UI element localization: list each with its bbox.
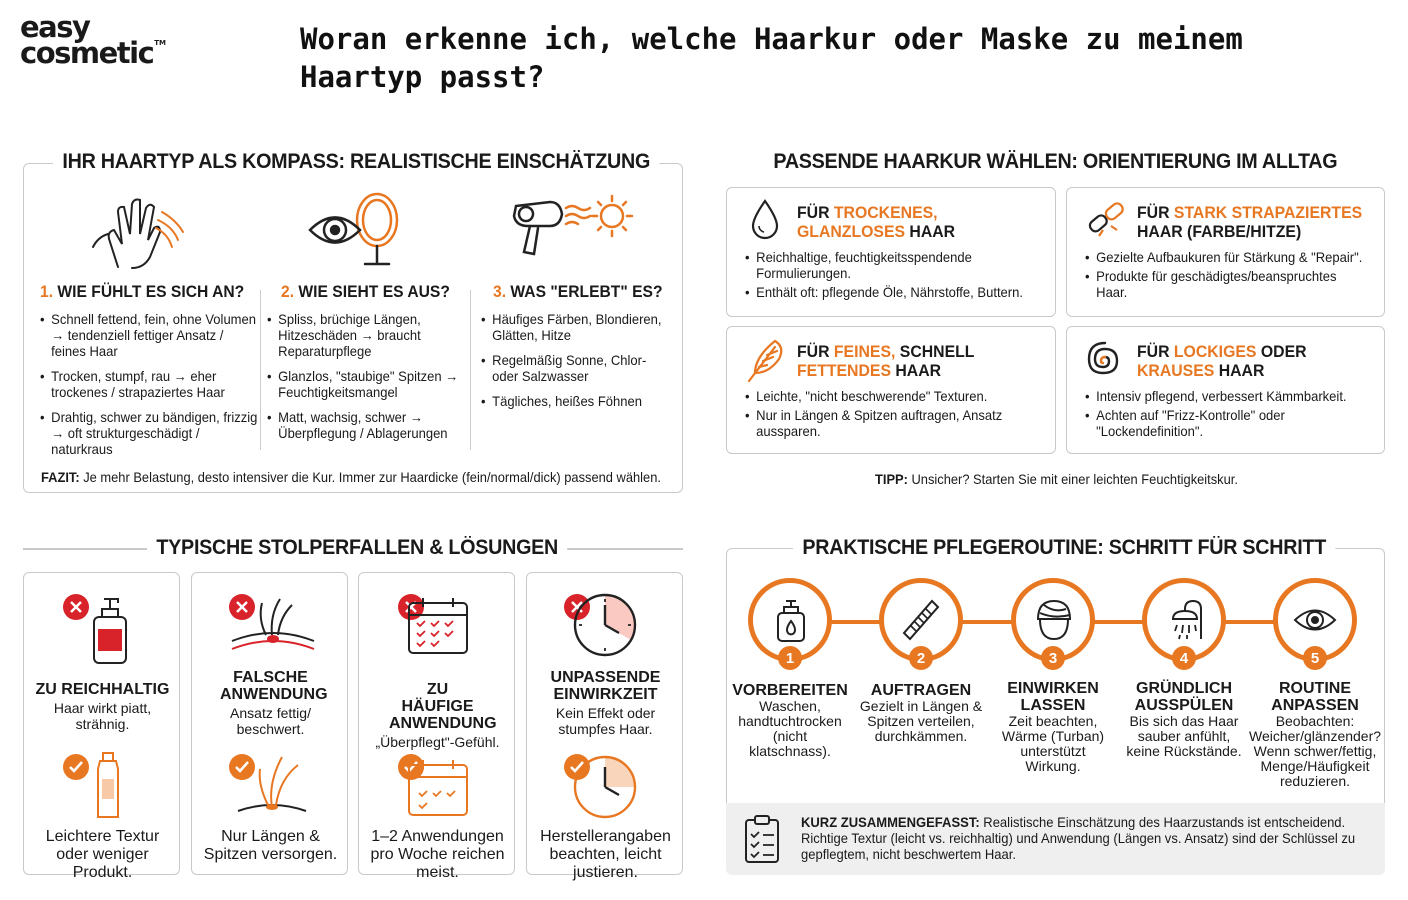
step-text: Waschen, handtuchtrocken (nicht klatschnass). [738,698,842,759]
question-bullets [40,311,262,457]
question-3 [481,282,671,418]
step-title: ROUTINE ANPASSEN [1271,680,1359,714]
card-curly-hair [1066,326,1385,454]
clock-icon [571,591,639,659]
pitfall-problem: Haar wirkt piatt, strähnig. [53,700,152,732]
bullet: • Reichhaltige, feuchtigkeitsspendende Formulierungen. [745,249,1034,281]
routine-step [1245,680,1385,789]
comb-icon [898,597,944,643]
bullet: • Glanzlos, "staubige" Spitzen → Feuchtigkeitsmangel [267,368,464,400]
bullet: • Drahtig, schwer zu bändigen, frizzig → oft strukturgeschädigt / naturkraus [40,409,261,457]
light-bottle-icon [92,749,124,821]
routine-step [720,682,860,759]
pitfall-problem: Kein Effekt oder stumpfes Haar. [555,705,656,737]
bullet: • Matt, wachsig, schwer → Überpflegung / Ablagerungen [267,409,464,441]
pitfall-title: UNPASSENDE EINWIRKZEIT [550,669,661,703]
step-title: EINWIRKEN LASSEN [1007,680,1099,714]
step-number: 5 [1303,646,1327,670]
droplet-icon [749,198,781,240]
card-bullets [745,249,1035,303]
bullet: • Intensiv pflegend, verbessert Kämmbarkeit. [1085,388,1369,404]
pitfall-title: ZU REICHHALTIG [35,681,170,698]
pitfall-problem: Ansatz fettig/ beschwert. [230,705,311,737]
hairdryer-sun-icon [508,192,638,262]
question-1 [40,282,262,466]
clipboard-icon [742,812,782,864]
bullet: • Spliss, brüchige Längen, Hitzeschäden → braucht Reparaturpflege [267,311,464,359]
question-bullets [267,311,465,441]
card-dry-hair [726,187,1056,317]
broken-chain-icon [1085,200,1125,238]
summary-text: KURZ ZUSAMMENGEFASST: Realistische Einschätzung des Haarzustands ist entscheidend. Richtige Textur (leicht vs. reichhaltig) und Anwendung (Längen vs. Ansatz) sind der Schlüssel zu gepflegtem, nicht beschwertem Haar. [801,814,1356,862]
routine-step [851,682,991,744]
bullet: • Gezielte Aufbaukuren für Stärkung & "Repair". [1085,249,1369,265]
bullet: • Achten auf "Frizz-Kontrolle" oder "Lockendefinition". [1085,407,1369,439]
shower-icon [1161,597,1207,643]
bullet: • Schnell fettend, fein, ohne Volumen → tendenziell fettiger Ansatz / feines Haar [40,311,261,359]
question-title: 2. WIE SIEHT ES AUS? [281,282,450,301]
fazit-note: FAZIT: Je mehr Belastung, desto intensiver die Kur. Immer zur Haardicke (fein/normal/dick) passend wählen. [41,469,661,485]
pitfall-solution: Herstellerangaben beachten, leicht justieren. [540,828,671,881]
step-title: GRÜNDLICH AUSSPÜLEN [1134,680,1234,714]
pitfall-solution: 1–2 Anwendungen pro Woche reichen meist. [370,828,505,881]
question-title: 1. WIE FÜHLT ES SICH AN? [40,282,245,301]
page-title: Woran erkenne ich, welche Haarkur oder Maske zu meinem Haartyp passt? [300,22,1243,94]
card-damaged-hair [1066,187,1385,317]
step-text: Beobachten: Weicher/glänzender? Wenn schwer/fettig, Menge/Häufigkeit reduzieren. [1249,713,1382,789]
bullet: • Tägliches, heißes Föhnen [481,393,670,409]
pitfall-card [23,572,180,881]
card-title: FÜR TROCKENES, GLANZLOSES HAAR [797,203,956,241]
step-title: AUFTRAGEN [870,682,972,699]
feather-icon [745,337,785,383]
question-bullets [481,311,671,409]
question-2 [267,282,465,450]
step-text: Gezielt in Längen & Spitzen verteilen, durchkämmen. [859,698,983,744]
bullet: • Enthält oft: pflegende Öle, Nährstoffe, Buttern. [745,284,1034,300]
card-title: FÜR FEINES, SCHNELL FETTENDES HAAR [797,342,975,380]
pitfall-title: FALSCHE ANWENDUNG [220,669,328,703]
pitfall-card [526,572,683,881]
step-number: 2 [909,646,933,670]
routine-step [983,680,1123,774]
bullet: • Regelmäßig Sonne, Chlor- oder Salzwasser [481,352,670,384]
pitfall-text [192,669,349,737]
card-bullets [1085,249,1370,303]
error-x-icon [62,593,90,621]
compass-heading: IHR HAARTYP ALS KOMPASS: REALISTISCHE EINSCHÄTZUNG [53,150,659,174]
brand-line2: cosmetic [20,36,154,71]
card-title: FÜR STARK STRAPAZIERTES HAAR (FARBE/HITZE) [1137,203,1363,241]
routine-step [1114,680,1254,759]
bullet: • Trocken, stumpf, rau → eher trockenes / strapaziertes Haar [40,368,261,400]
eye-mirror-icon [305,190,405,272]
hand-touch-icon [88,192,188,272]
pitfall-title: ZU HÄUFIGE ANWENDUNG [389,681,497,732]
tip-note: TIPP: Unsicher? Starten Sie mit einer leichten Feuchtigkeitskur. [875,471,1238,487]
step-number: 4 [1172,646,1196,670]
bullet: • Häufiges Färben, Blondieren, Glätten, Hitze [481,311,670,343]
bullet: • Nur in Längen & Spitzen auftragen, Ansatz aussparen. [745,407,1034,439]
towel-turban-icon [1030,597,1076,643]
step-number: 3 [1041,646,1065,670]
routine-heading: PRAKTISCHE PFLEGEROUTINE: SCHRITT FÜR SCHRITT [793,536,1335,560]
card-fine-hair [726,326,1056,454]
brand-line1: easy [20,10,90,44]
card-bullets [1085,388,1370,442]
question-title: 3. WAS "ERLEBT" ES? [493,282,663,301]
eye-icon [1292,603,1338,637]
card-bullets [745,388,1035,442]
step-number: 1 [778,646,802,670]
step-title: VORBEREITEN [732,682,848,699]
check-icon [62,753,90,781]
bullet: • Leichte, "nicht beschwerende" Texturen. [745,388,1034,404]
pump-bottle-icon [88,595,132,667]
curl-spiral-icon [1085,337,1125,377]
pitfall-card [358,572,515,881]
pitfall-problem: „Überpflegt"-Gefühl. [375,734,500,750]
divider [470,290,471,450]
pitfall-solution: Leichtere Textur oder weniger Produkt. [45,828,160,881]
calendar-check-icon [405,757,471,819]
card-title: FÜR LOCKIGES ODER KRAUSES HAAR [1137,342,1307,380]
pitfall-card [191,572,348,875]
brand-logo [20,10,167,71]
pitfall-text [24,681,181,732]
hair-follicle-icon [228,595,318,655]
step-text: Bis sich das Haar sauber anfühlt, keine Rückstände. [1126,713,1242,759]
step-text: Zeit beachten, Wärme (Turban) unterstützt Wirkung. [1001,713,1105,774]
pitfall-text [359,681,516,750]
hair-ends-icon [232,749,312,817]
shampoo-icon [770,597,810,643]
pitfall-solution: Nur Längen & Spitzen versorgen. [203,828,338,863]
pitfalls-heading: TYPISCHE STOLPERFALLEN & LÖSUNGEN [147,536,567,560]
clock-check-icon [571,753,639,821]
pitfall-text [527,669,684,737]
choose-heading: PASSENDE HAARKUR WÄHLEN: ORIENTIERUNG IM ALLTAG [764,150,1347,174]
bullet: • Produkte für geschädigtes/beanspruchtes Haar. [1085,268,1369,300]
calendar-icon [405,595,471,657]
trademark: TM [154,39,167,48]
